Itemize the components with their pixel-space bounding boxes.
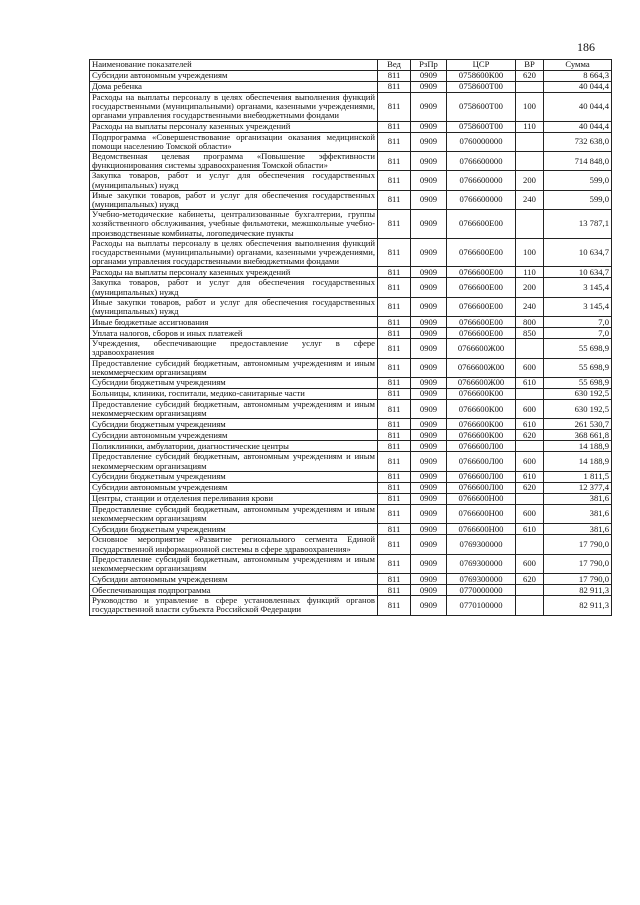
cell-rzpr: 0909 [411,441,447,452]
cell-csr: 0758600Т00 [447,82,516,93]
table-row [90,524,612,535]
table-header-row [90,60,612,71]
cell-vr: 600 [516,554,544,573]
page-number: 186 [577,40,595,54]
table-row [90,71,612,82]
table-row [90,441,612,452]
cell-csr: 0766600Л00 [447,452,516,471]
cell-vr [516,535,544,554]
cell-ved: 811 [378,400,411,419]
cell-rzpr: 0909 [411,524,447,535]
cell-sum: 3 145,4 [544,297,612,316]
cell-vr: 200 [516,278,544,297]
cell-name: Субсидии бюджетным учреждениям [90,419,378,430]
cell-csr: 0758600Т00 [447,93,516,122]
cell-csr: 0766600000 [447,190,516,209]
cell-csr: 0766600Е00 [447,297,516,316]
cell-ved: 811 [378,504,411,523]
cell-rzpr: 0909 [411,132,447,151]
cell-sum: 3 145,4 [544,278,612,297]
table-row [90,400,612,419]
cell-vr: 110 [516,267,544,278]
cell-sum: 82 911,3 [544,596,612,615]
cell-vr: 610 [516,471,544,482]
cell-ved: 811 [378,328,411,339]
cell-name: Поликлиники, амбулатории, диагностические центры [90,441,378,452]
table-row [90,471,612,482]
table-row [90,378,612,389]
table-row [90,267,612,278]
table-row [90,504,612,523]
cell-name: Ведомственная целевая программа «Повышение эффективности функционирования системы здравоохранения Томской области» [90,152,378,171]
cell-vr [516,389,544,400]
cell-ved: 811 [378,378,411,389]
cell-ved: 811 [378,574,411,585]
cell-vr: 610 [516,524,544,535]
cell-csr: 0770000000 [447,585,516,596]
cell-rzpr: 0909 [411,574,447,585]
cell-ved: 811 [378,482,411,493]
cell-sum: 40 044,4 [544,121,612,132]
cell-ved: 811 [378,93,411,122]
cell-csr: 0766600Н00 [447,524,516,535]
cell-ved: 811 [378,71,411,82]
cell-ved: 811 [378,471,411,482]
cell-rzpr: 0909 [411,71,447,82]
cell-name: Предоставление субсидий бюджетным, автономным учреждениям и иным некоммерческим организациям [90,400,378,419]
cell-csr: 0766600К00 [447,419,516,430]
cell-ved: 811 [378,317,411,328]
cell-sum: 17 790,0 [544,574,612,585]
cell-vr: 620 [516,430,544,441]
cell-rzpr: 0909 [411,328,447,339]
cell-ved: 811 [378,152,411,171]
cell-vr: 800 [516,317,544,328]
cell-sum: 14 188,9 [544,452,612,471]
cell-ved: 811 [378,524,411,535]
cell-csr: 0766600Н00 [447,493,516,504]
cell-name: Подпрограмма «Совершенствование организации оказания медицинской помощи населению Томской области» [90,132,378,151]
cell-ved: 811 [378,190,411,209]
budget-table [89,59,612,616]
table-row [90,190,612,209]
cell-rzpr: 0909 [411,493,447,504]
cell-csr: 0766600Ж00 [447,358,516,377]
cell-vr [516,596,544,615]
cell-sum: 8 664,3 [544,71,612,82]
cell-csr: 0766600Ж00 [447,339,516,358]
cell-vr: 850 [516,328,544,339]
cell-name: Учреждения, обеспечивающие предоставление услуг в сфере здравоохранения [90,339,378,358]
table-body [90,71,612,616]
cell-sum: 82 911,3 [544,585,612,596]
cell-sum: 7,0 [544,328,612,339]
cell-sum: 714 848,0 [544,152,612,171]
cell-sum: 381,6 [544,504,612,523]
table-row [90,585,612,596]
table-row [90,297,612,316]
cell-csr: 0770100000 [447,596,516,615]
cell-name: Больницы, клиники, госпитали, медико-санитарные части [90,389,378,400]
cell-sum: 368 661,8 [544,430,612,441]
cell-rzpr: 0909 [411,278,447,297]
cell-csr: 0766600000 [447,171,516,190]
cell-ved: 811 [378,278,411,297]
cell-rzpr: 0909 [411,190,447,209]
cell-name: Предоставление субсидий бюджетным, автономным учреждениям и иным некоммерческим организациям [90,452,378,471]
cell-name: Субсидии бюджетным учреждениям [90,524,378,535]
cell-csr: 0769300000 [447,574,516,585]
cell-rzpr: 0909 [411,430,447,441]
table-row [90,596,612,615]
cell-name: Обеспечивающая подпрограмма [90,585,378,596]
cell-csr: 0766600К00 [447,430,516,441]
cell-ved: 811 [378,430,411,441]
table-row [90,389,612,400]
cell-sum: 7,0 [544,317,612,328]
table-row [90,238,612,267]
cell-vr: 100 [516,238,544,267]
cell-sum: 17 790,0 [544,535,612,554]
cell-sum: 40 044,4 [544,93,612,122]
header-vr: ВР [516,60,544,71]
table-row [90,554,612,573]
table-row [90,278,612,297]
cell-vr: 110 [516,121,544,132]
cell-name: Субсидии автономным учреждениям [90,71,378,82]
cell-ved: 811 [378,596,411,615]
cell-vr: 600 [516,452,544,471]
cell-vr: 200 [516,171,544,190]
cell-vr: 100 [516,93,544,122]
cell-ved: 811 [378,389,411,400]
cell-sum: 10 634,7 [544,238,612,267]
cell-ved: 811 [378,121,411,132]
cell-name: Центры, станции и отделения переливания крови [90,493,378,504]
cell-rzpr: 0909 [411,358,447,377]
cell-sum: 381,6 [544,493,612,504]
cell-vr: 610 [516,419,544,430]
table-row [90,132,612,151]
cell-name: Расходы на выплаты персоналу в целях обеспечения выполнения функций государственными (муниципальными) органами, казенными учреждениями, органами управления государственными внебюджетными фондами [90,93,378,122]
cell-rzpr: 0909 [411,585,447,596]
cell-csr: 0766600Е00 [447,267,516,278]
cell-name: Расходы на выплаты персоналу казенных учреждений [90,121,378,132]
cell-vr [516,152,544,171]
cell-ved: 811 [378,210,411,239]
cell-vr [516,493,544,504]
cell-name: Учебно-методические кабинеты, централизованные бухгалтерии, группы хозяйственного обслуживания, учебные фильмотеки, межшкольные учебно-производственные комбинаты, логопедические пункты [90,210,378,239]
cell-csr: 0769300000 [447,554,516,573]
cell-sum: 630 192,5 [544,400,612,419]
cell-name: Дома ребенка [90,82,378,93]
header-csr: ЦСР [447,60,516,71]
cell-rzpr: 0909 [411,596,447,615]
cell-rzpr: 0909 [411,238,447,267]
header-sum: Сумма [544,60,612,71]
table-row [90,482,612,493]
cell-ved: 811 [378,82,411,93]
cell-rzpr: 0909 [411,419,447,430]
cell-csr: 0766600Е00 [447,328,516,339]
cell-csr: 0766600Е00 [447,210,516,239]
cell-ved: 811 [378,171,411,190]
cell-csr: 0766600Е00 [447,317,516,328]
cell-ved: 811 [378,358,411,377]
cell-sum: 10 634,7 [544,267,612,278]
cell-name: Закупка товаров, работ и услуг для обеспечения государственных (муниципальных) нужд [90,278,378,297]
cell-csr: 0766600К00 [447,389,516,400]
cell-rzpr: 0909 [411,400,447,419]
cell-sum: 14 188,9 [544,441,612,452]
cell-ved: 811 [378,554,411,573]
table-row [90,82,612,93]
table-row [90,452,612,471]
table-row [90,317,612,328]
table-row [90,152,612,171]
cell-rzpr: 0909 [411,317,447,328]
cell-name: Руководство и управление в сфере установленных функций органов государственной власти субъекта Российской Федерации [90,596,378,615]
cell-rzpr: 0909 [411,121,447,132]
cell-rzpr: 0909 [411,504,447,523]
table-row [90,328,612,339]
header-ved: Вед [378,60,411,71]
cell-ved: 811 [378,132,411,151]
cell-csr: 0766600Л00 [447,482,516,493]
cell-sum: 40 044,4 [544,82,612,93]
cell-name: Субсидии автономным учреждениям [90,574,378,585]
cell-csr: 0769300000 [447,535,516,554]
cell-vr [516,132,544,151]
cell-sum: 732 638,0 [544,132,612,151]
cell-vr [516,82,544,93]
cell-rzpr: 0909 [411,82,447,93]
table-row [90,358,612,377]
cell-rzpr: 0909 [411,297,447,316]
cell-vr [516,585,544,596]
cell-vr: 240 [516,190,544,209]
cell-rzpr: 0909 [411,171,447,190]
table-row [90,419,612,430]
cell-sum: 13 787,1 [544,210,612,239]
cell-sum: 599,0 [544,171,612,190]
cell-ved: 811 [378,452,411,471]
cell-name: Иные закупки товаров, работ и услуг для обеспечения государственных (муниципальных) нужд [90,297,378,316]
cell-name: Иные бюджетные ассигнования [90,317,378,328]
cell-rzpr: 0909 [411,378,447,389]
cell-vr: 600 [516,400,544,419]
cell-ved: 811 [378,297,411,316]
cell-csr: 0766600Н00 [447,504,516,523]
cell-name: Субсидии автономным учреждениям [90,430,378,441]
cell-sum: 261 530,7 [544,419,612,430]
cell-ved: 811 [378,238,411,267]
table-row [90,574,612,585]
cell-vr: 620 [516,574,544,585]
cell-sum: 55 698,9 [544,378,612,389]
cell-vr [516,441,544,452]
cell-name: Субсидии бюджетным учреждениям [90,378,378,389]
cell-csr: 0766600Е00 [447,278,516,297]
cell-sum: 55 698,9 [544,339,612,358]
table-row [90,210,612,239]
cell-sum: 630 192,5 [544,389,612,400]
cell-csr: 0766600Е00 [447,238,516,267]
cell-csr: 0766600000 [447,152,516,171]
cell-csr: 0760000000 [447,132,516,151]
cell-vr: 620 [516,482,544,493]
cell-vr: 620 [516,71,544,82]
cell-name: Уплата налогов, сборов и иных платежей [90,328,378,339]
cell-name: Иные закупки товаров, работ и услуг для обеспечения государственных (муниципальных) нужд [90,190,378,209]
cell-sum: 55 698,9 [544,358,612,377]
cell-rzpr: 0909 [411,389,447,400]
cell-csr: 0758600Т00 [447,121,516,132]
cell-rzpr: 0909 [411,210,447,239]
table-row [90,121,612,132]
cell-rzpr: 0909 [411,267,447,278]
cell-rzpr: 0909 [411,452,447,471]
table-row [90,493,612,504]
cell-name: Закупка товаров, работ и услуг для обеспечения государственных (муниципальных) нужд [90,171,378,190]
cell-rzpr: 0909 [411,482,447,493]
cell-rzpr: 0909 [411,554,447,573]
cell-rzpr: 0909 [411,152,447,171]
cell-name: Расходы на выплаты персоналу в целях обеспечения выполнения функций государственными (муниципальными) органами, казенными учреждениями, органами управления государственными внебюджетными фондами [90,238,378,267]
cell-sum: 1 811,5 [544,471,612,482]
cell-vr: 600 [516,504,544,523]
cell-vr [516,339,544,358]
cell-name: Предоставление субсидий бюджетным, автономным учреждениям и иным некоммерческим организациям [90,358,378,377]
cell-vr: 240 [516,297,544,316]
table-row [90,339,612,358]
cell-ved: 811 [378,535,411,554]
cell-rzpr: 0909 [411,471,447,482]
cell-name: Субсидии бюджетным учреждениям [90,471,378,482]
table-row [90,430,612,441]
cell-csr: 0766600К00 [447,400,516,419]
cell-ved: 811 [378,585,411,596]
cell-csr: 0766600Л00 [447,471,516,482]
cell-vr: 610 [516,378,544,389]
cell-name: Основное мероприятие «Развитие регионального сегмента Единой государственной информационной системы в сфере здравоохранения» [90,535,378,554]
cell-csr: 0758600К00 [447,71,516,82]
table-row [90,535,612,554]
cell-sum: 599,0 [544,190,612,209]
cell-name: Предоставление субсидий бюджетным, автономным учреждениям и иным некоммерческим организациям [90,554,378,573]
table-row [90,93,612,122]
cell-csr: 0766600Ж00 [447,378,516,389]
cell-csr: 0766600Л00 [447,441,516,452]
header-name: Наименование показателей [90,60,378,71]
cell-ved: 811 [378,267,411,278]
cell-sum: 381,6 [544,524,612,535]
cell-name: Расходы на выплаты персоналу казенных учреждений [90,267,378,278]
cell-ved: 811 [378,441,411,452]
cell-sum: 17 790,0 [544,554,612,573]
cell-rzpr: 0909 [411,93,447,122]
cell-rzpr: 0909 [411,535,447,554]
cell-name: Субсидии автономным учреждениям [90,482,378,493]
cell-vr [516,210,544,239]
cell-rzpr: 0909 [411,339,447,358]
cell-ved: 811 [378,493,411,504]
cell-ved: 811 [378,339,411,358]
cell-ved: 811 [378,419,411,430]
table-row [90,171,612,190]
cell-name: Предоставление субсидий бюджетным, автономным учреждениям и иным некоммерческим организациям [90,504,378,523]
cell-vr: 600 [516,358,544,377]
cell-sum: 12 377,4 [544,482,612,493]
header-rzpr: РзПр [411,60,447,71]
